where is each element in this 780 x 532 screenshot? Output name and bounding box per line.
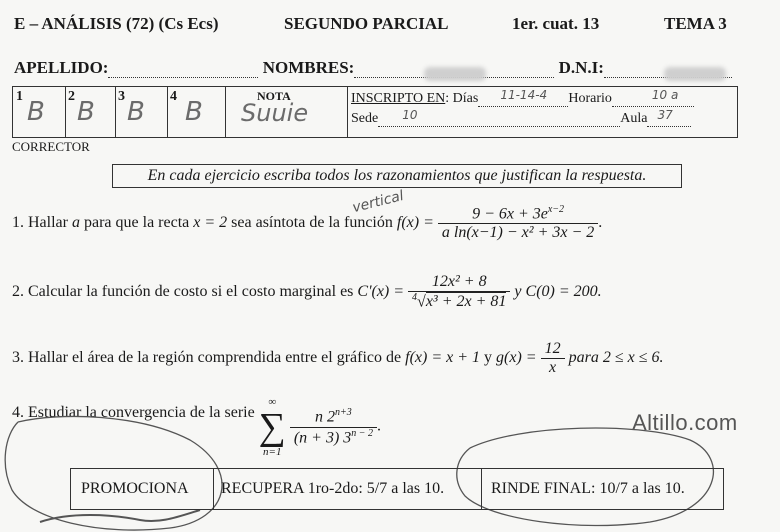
handwritten-annotation: vertical xyxy=(350,187,406,217)
sede-label: Sede xyxy=(351,111,379,126)
apellido-field[interactable] xyxy=(108,63,258,78)
ex3-f: f(x) = x + 1 xyxy=(405,349,481,367)
dni-field[interactable] xyxy=(604,63,732,78)
dni-label: D.N.I: xyxy=(558,58,604,77)
redacted-name xyxy=(424,67,486,81)
ex4-dot: . xyxy=(377,417,382,435)
signature-stroke xyxy=(40,510,200,522)
nota-value: Suuie xyxy=(241,99,309,127)
dias-value: 11-14-4 xyxy=(500,88,548,102)
course-title: E – ANÁLISIS (72) (Cs Ecs) xyxy=(14,14,219,33)
ex3-g-den: x xyxy=(549,359,557,376)
dias-field[interactable] xyxy=(478,88,568,107)
ex1-fx: f(x) = xyxy=(396,213,434,231)
student-line xyxy=(14,58,732,78)
aula-label: Aula xyxy=(620,111,648,126)
ex3-fraction xyxy=(541,340,565,377)
exercise-2 xyxy=(12,273,602,311)
ex4-text: 4. Estudiar la convergencia de la serie xyxy=(12,403,255,421)
aula-value: 37 xyxy=(657,108,673,122)
apellido-label: APELLIDO: xyxy=(14,58,109,77)
term-label: 1er. cuat. 13 xyxy=(512,14,600,33)
ex2-num: 12x² + 8 xyxy=(408,273,510,292)
ex2-text: 2. Calcular la función de costo si el costo marginal es xyxy=(12,282,354,300)
ex1-num: 9 − 6x + 3e xyxy=(472,205,548,223)
sum-upper: ∞ xyxy=(268,396,277,408)
outcome-divider-1 xyxy=(213,469,214,509)
ex4-den: (n + 3) 3 xyxy=(293,428,352,446)
sigma-icon: ∑ xyxy=(258,406,286,448)
grade-num-3: 3 xyxy=(118,89,125,104)
ex3-g: g(x) = xyxy=(496,349,537,367)
grade-mark-3: B xyxy=(127,97,145,127)
redacted-dni xyxy=(664,67,726,81)
grade-num-4: 4 xyxy=(170,89,177,104)
grade-num-1: 1 xyxy=(16,89,23,104)
ex3-g-num: 12 xyxy=(541,340,565,359)
ex3-range: para 2 ≤ x ≤ 6. xyxy=(568,349,664,367)
promociona-option[interactable]: PROMOCIONA xyxy=(81,480,189,497)
rinde-final-option[interactable]: RINDE FINAL: 10/7 a las 10. xyxy=(491,480,685,497)
horario-field[interactable] xyxy=(612,88,694,107)
radical-icon: √ xyxy=(417,293,426,311)
sede-field[interactable] xyxy=(378,108,620,127)
aula-field[interactable] xyxy=(647,108,691,127)
watermark-logo: Altillo.com xyxy=(632,410,738,435)
ex4-num-exp: n+3 xyxy=(335,407,352,419)
outcome-box xyxy=(70,468,724,510)
ex2-den: x³ + 2x + 81 xyxy=(425,293,507,311)
grade-mark-4: B xyxy=(185,97,203,127)
nombres-label: NOMBRES: xyxy=(262,58,355,77)
inscripto-block: INSCRIPTO EN: Días 11-14-4 Horario 10 a Sede 10 Aula 37 xyxy=(351,91,694,127)
tema-label: TEMA 3 xyxy=(664,14,727,33)
ex3-y: y xyxy=(484,349,493,367)
ex1-text-b: para que la recta xyxy=(83,213,190,231)
instruction-box: En cada ejercicio escriba todos los razonamientos que justifican la respuesta. xyxy=(112,164,682,188)
horario-value: 10 a xyxy=(651,88,679,102)
grade-cell-2[interactable] xyxy=(65,87,116,137)
corrector-label: CORRECTOR xyxy=(12,139,90,154)
recupera-option[interactable]: RECUPERA 1ro-2do: 5/7 a las 10. xyxy=(221,480,445,497)
exercise-3 xyxy=(12,340,664,377)
nombres-field[interactable] xyxy=(354,63,554,78)
ex1-fraction xyxy=(438,204,598,242)
horario-label: Horario xyxy=(568,91,612,106)
grade-box xyxy=(12,86,738,138)
ex1-num-exp: x−2 xyxy=(547,204,565,215)
nota-cell[interactable] xyxy=(225,87,348,137)
grade-mark-1: B xyxy=(27,97,45,127)
grade-cell-1[interactable] xyxy=(13,87,66,137)
ex1-den: a ln(x−1) − x² + 3x − 2 xyxy=(441,224,595,242)
sum-lower: n=1 xyxy=(263,446,282,458)
ex4-num: n 2 xyxy=(315,408,336,426)
ex2-lhs: C'(x) = xyxy=(357,282,405,300)
grade-num-2: 2 xyxy=(68,89,75,104)
ex2-fraction xyxy=(408,273,510,311)
ex1-text-a: 1. Hallar xyxy=(12,213,68,231)
ex1-line: x = 2 xyxy=(193,213,228,231)
grade-cell-4[interactable] xyxy=(167,87,226,137)
exam-title: SEGUNDO PARCIAL xyxy=(284,14,449,33)
ex4-den-exp: n − 2 xyxy=(351,427,374,439)
ex1-text-c: sea asíntota de la función xyxy=(231,213,393,231)
nota-label: NOTA xyxy=(257,89,291,103)
exercise-1: 1. Hallar a para que la recta x = 2 sea asíntota de la función f(x) = $\frac{9 - 6x + 3e^{x-2}}{\text{a ln(x−1) − x² + 3x − 2}}$ . xyxy=(12,204,603,242)
grade-mark-2: B xyxy=(77,97,95,127)
inscripto-label: INSCRIPTO EN xyxy=(351,91,446,106)
ex2-condition: y C(0) = 200. xyxy=(514,282,602,300)
grade-cell-3[interactable] xyxy=(115,87,168,137)
outcome-divider-2 xyxy=(481,469,482,509)
ex2-root-index: 4 xyxy=(412,292,418,303)
ex3-text: 3. Hallar el área de la región comprendida entre el gráfico de xyxy=(12,349,402,367)
sede-value: 10 xyxy=(402,108,418,122)
dias-label: Días xyxy=(452,91,479,106)
ex1-var: a xyxy=(71,213,80,231)
